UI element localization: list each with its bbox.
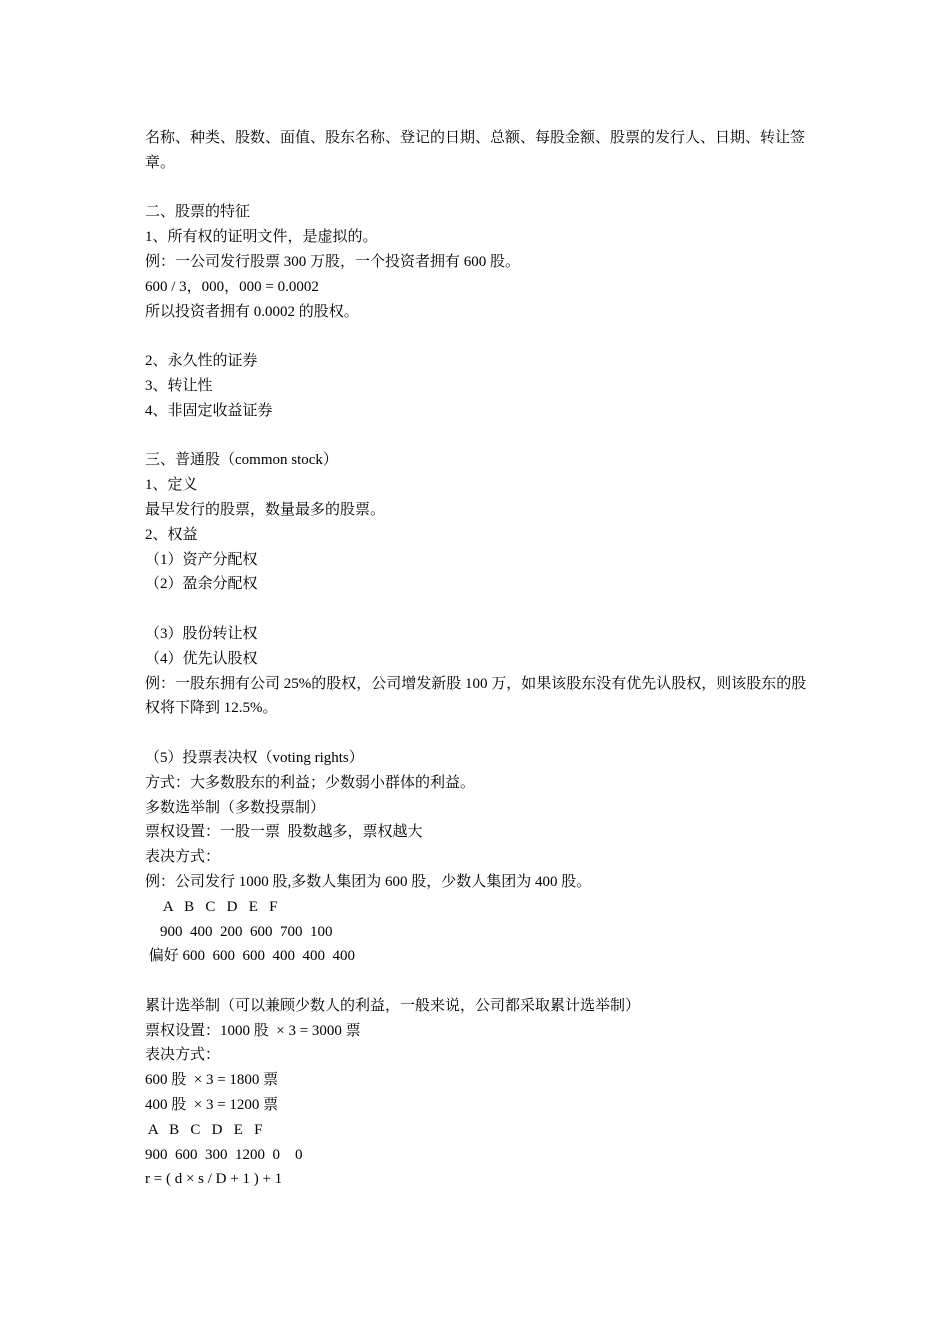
section-heading: 三、普通股（common stock） [145, 452, 338, 469]
text-line: 1、定义 [145, 477, 198, 494]
table-row-line: 900 600 300 1200 0 0 [145, 1146, 303, 1163]
text-line: 400 股 × 3 = 1200 票 [145, 1097, 279, 1114]
blank-line [145, 424, 810, 449]
text-line: 表决方式： [145, 849, 221, 866]
blank-line [145, 969, 810, 994]
section-heading: 二、股票的特征 [145, 204, 251, 221]
blank-line [145, 176, 810, 201]
table-row-line: 偏好 600 600 600 400 400 400 [145, 948, 356, 965]
text-line: （4）优先认股权 [145, 650, 258, 667]
text-line: （3）股份转让权 [145, 625, 258, 642]
blank-line [145, 324, 810, 349]
text-line: 最早发行的股票，数量最多的股票。 [145, 501, 386, 518]
text-line: （1）资产分配权 [145, 551, 258, 568]
blank-line [145, 721, 810, 746]
blank-line [145, 597, 810, 622]
table-header-line: A B C D E F [145, 898, 278, 915]
text-line: 表决方式： [145, 1047, 221, 1064]
text-line: 2、永久性的证券 [145, 353, 258, 370]
text-line: 方式：大多数股东的利益；少数弱小群体的利益。 [145, 774, 476, 791]
text-line: （5）投票表决权（voting rights） [145, 749, 364, 766]
text-line: 票权设置：1000 股 × 3 = 3000 票 [145, 1022, 361, 1039]
text-line: 所以投资者拥有 0.0002 的股权。 [145, 303, 359, 320]
text-line: 例：公司发行 1000 股,多数人集团为 600 股，少数人集团为 400 股。 [145, 873, 592, 890]
text-line: 多数选举制（多数投票制） [145, 799, 326, 816]
table-header-line: A B C D E F [145, 1121, 263, 1138]
text-line: 累计选举制（可以兼顾少数人的利益，一般来说，公司都采取累计选举制） [145, 997, 641, 1014]
text-line: 600 / 3，000，000 = 0.0002 [145, 278, 319, 295]
text-line: 例：一公司发行股票 300 万股，一个投资者拥有 600 股。 [145, 253, 521, 270]
table-row-line: 900 400 200 600 700 100 [145, 923, 333, 940]
text-line: 票权设置：一股一票 股数越多，票权越大 [145, 824, 423, 841]
text-line: 例：一股东拥有公司 25%的股权，公司增发新股 100 万，如果该股东没有优先认股权，则该股东的股权将下降到 12.5%。 [145, 675, 807, 717]
text-line: （2）盈余分配权 [145, 576, 258, 593]
text-line: 4、非固定收益证券 [145, 402, 273, 419]
document-body [145, 126, 810, 1192]
text-line: 1、所有权的证明文件，是虚拟的。 [145, 229, 378, 246]
text-line: 名称、种类、股数、面值、股东名称、登记的日期、总额、每股金额、股票的发行人、日期、转让签章。 [145, 130, 806, 171]
text-line: 3、转让性 [145, 377, 213, 394]
text-line: 2、权益 [145, 526, 198, 543]
formula-line: r = ( d × s / D + 1 ) + 1 [145, 1171, 283, 1188]
text-line: 600 股 × 3 = 1800 票 [145, 1072, 279, 1089]
